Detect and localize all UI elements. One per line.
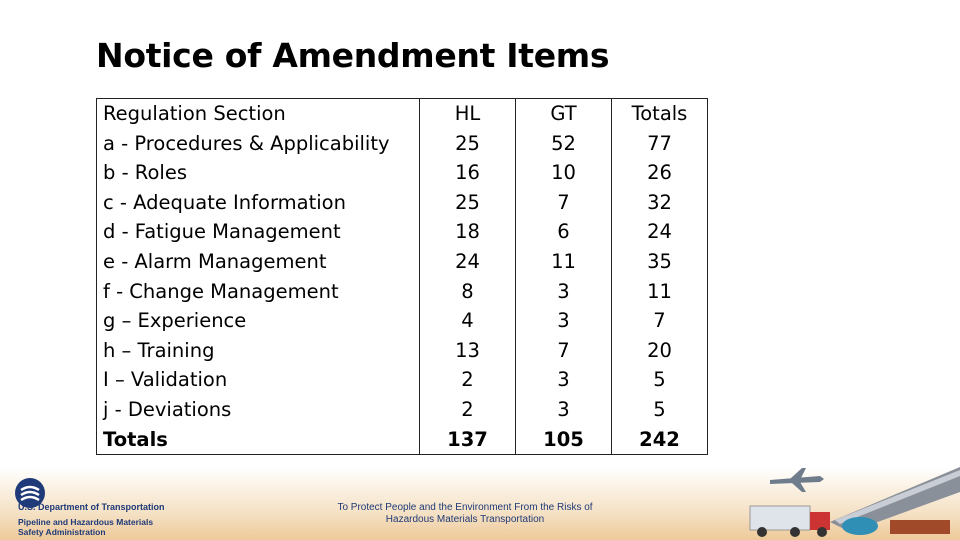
row-section: f - Change Management (103, 279, 339, 303)
row-gt: 11 (551, 249, 576, 273)
table-body-row (97, 99, 708, 455)
administration-name (18, 517, 153, 537)
row-total: 77 (647, 131, 672, 155)
row-gt: 52 (551, 131, 576, 155)
row-section: g – Experience (103, 309, 247, 333)
row-section: j - Deviations (103, 397, 232, 421)
row-hl: 13 (455, 338, 480, 362)
hl-column (420, 99, 516, 455)
gt-column (516, 99, 612, 455)
tagline-line-1: To Protect People and the Environment From the Risks of (337, 502, 593, 513)
row-gt: 3 (557, 397, 570, 421)
row-total: 35 (647, 249, 672, 273)
totals-total: 242 (639, 427, 680, 451)
row-total: 7 (653, 309, 666, 333)
section-column (97, 99, 420, 455)
row-hl: 8 (461, 279, 474, 303)
row-gt: 3 (557, 309, 570, 333)
row-section: h – Training (103, 338, 215, 362)
row-hl: 25 (455, 131, 480, 155)
row-section: c - Adequate Information (103, 190, 346, 214)
transport-collage-icon (740, 462, 960, 540)
row-hl: 25 (455, 190, 480, 214)
row-hl: 18 (455, 220, 480, 244)
admin-line-1: Pipeline and Hazardous Materials (18, 517, 154, 527)
row-total: 11 (647, 279, 672, 303)
header-totals: Totals (631, 102, 688, 125)
row-hl: 4 (461, 309, 474, 333)
row-hl: 2 (461, 368, 474, 392)
slide-title: Notice of Amendment Items (96, 36, 610, 75)
row-section: I – Validation (103, 368, 228, 392)
row-total: 26 (647, 161, 672, 185)
row-hl: 24 (455, 249, 480, 273)
header-gt: GT (550, 102, 577, 125)
mission-tagline (300, 502, 630, 526)
header-regulation-section: Regulation Section (103, 102, 286, 125)
totals-gt: 105 (543, 427, 584, 451)
row-total: 32 (647, 190, 672, 214)
row-hl: 16 (455, 161, 480, 185)
department-name: U.S. Department of Transportation (18, 502, 165, 512)
totals-hl: 137 (447, 427, 488, 451)
totals-column (612, 99, 708, 455)
amendment-table (96, 98, 708, 455)
row-gt: 3 (557, 279, 570, 303)
row-total: 5 (653, 368, 666, 392)
row-gt: 7 (557, 338, 570, 362)
tagline-line-2: Hazardous Materials Transportation (385, 514, 545, 525)
row-section: b - Roles (103, 161, 187, 185)
header-hl: HL (454, 102, 481, 125)
row-total: 5 (653, 397, 666, 421)
row-section: e - Alarm Management (103, 249, 327, 273)
row-total: 24 (647, 220, 672, 244)
row-total: 20 (647, 338, 672, 362)
row-section: a - Procedures & Applicability (103, 131, 390, 155)
admin-line-2: Safety Administration (18, 527, 106, 537)
row-hl: 2 (461, 397, 474, 421)
row-gt: 3 (557, 368, 570, 392)
totals-label: Totals (103, 427, 168, 451)
row-gt: 10 (551, 161, 576, 185)
row-section: d - Fatigue Management (103, 220, 341, 244)
row-gt: 6 (557, 220, 570, 244)
row-gt: 7 (557, 190, 570, 214)
